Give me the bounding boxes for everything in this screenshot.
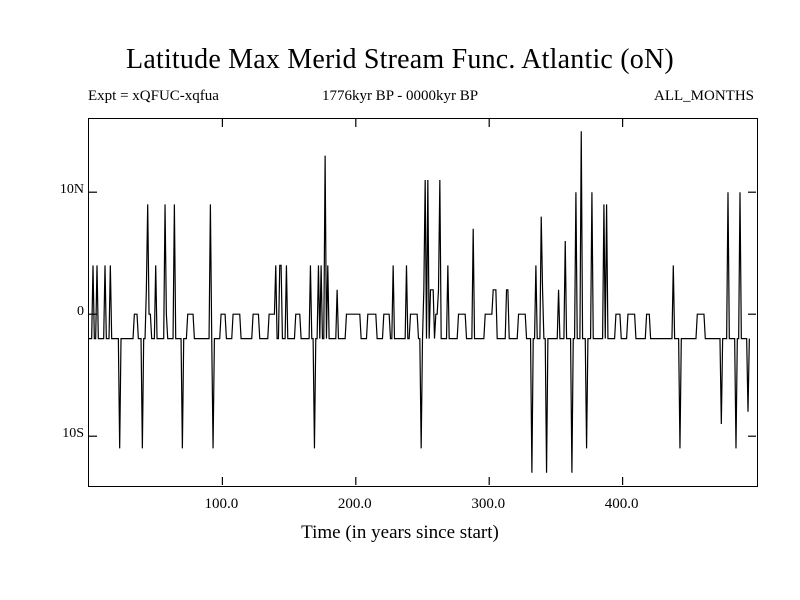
- x-tick-label-400: 400.0: [604, 496, 639, 512]
- months-label: ALL_MONTHS: [654, 88, 754, 104]
- y-tick-label-10n: 10N: [59, 182, 84, 198]
- plot-area: [88, 118, 758, 487]
- x-tick-label-300: 300.0: [471, 496, 506, 512]
- experiment-label: Expt = xQFUC-xqfua: [88, 88, 219, 104]
- x-axis-label: Time (in years since start): [301, 522, 499, 543]
- y-tick-label-0: 0: [77, 304, 84, 320]
- y-tick-label-10s: 10S: [62, 426, 84, 442]
- period-label: 1776kyr BP - 0000kyr BP: [321, 88, 479, 104]
- page-title: Latitude Max Merid Stream Func. Atlantic (oN): [126, 44, 674, 75]
- x-tick-label-200: 200.0: [337, 496, 372, 512]
- x-tick-label-100: 100.0: [204, 496, 239, 512]
- series-line: [89, 119, 756, 485]
